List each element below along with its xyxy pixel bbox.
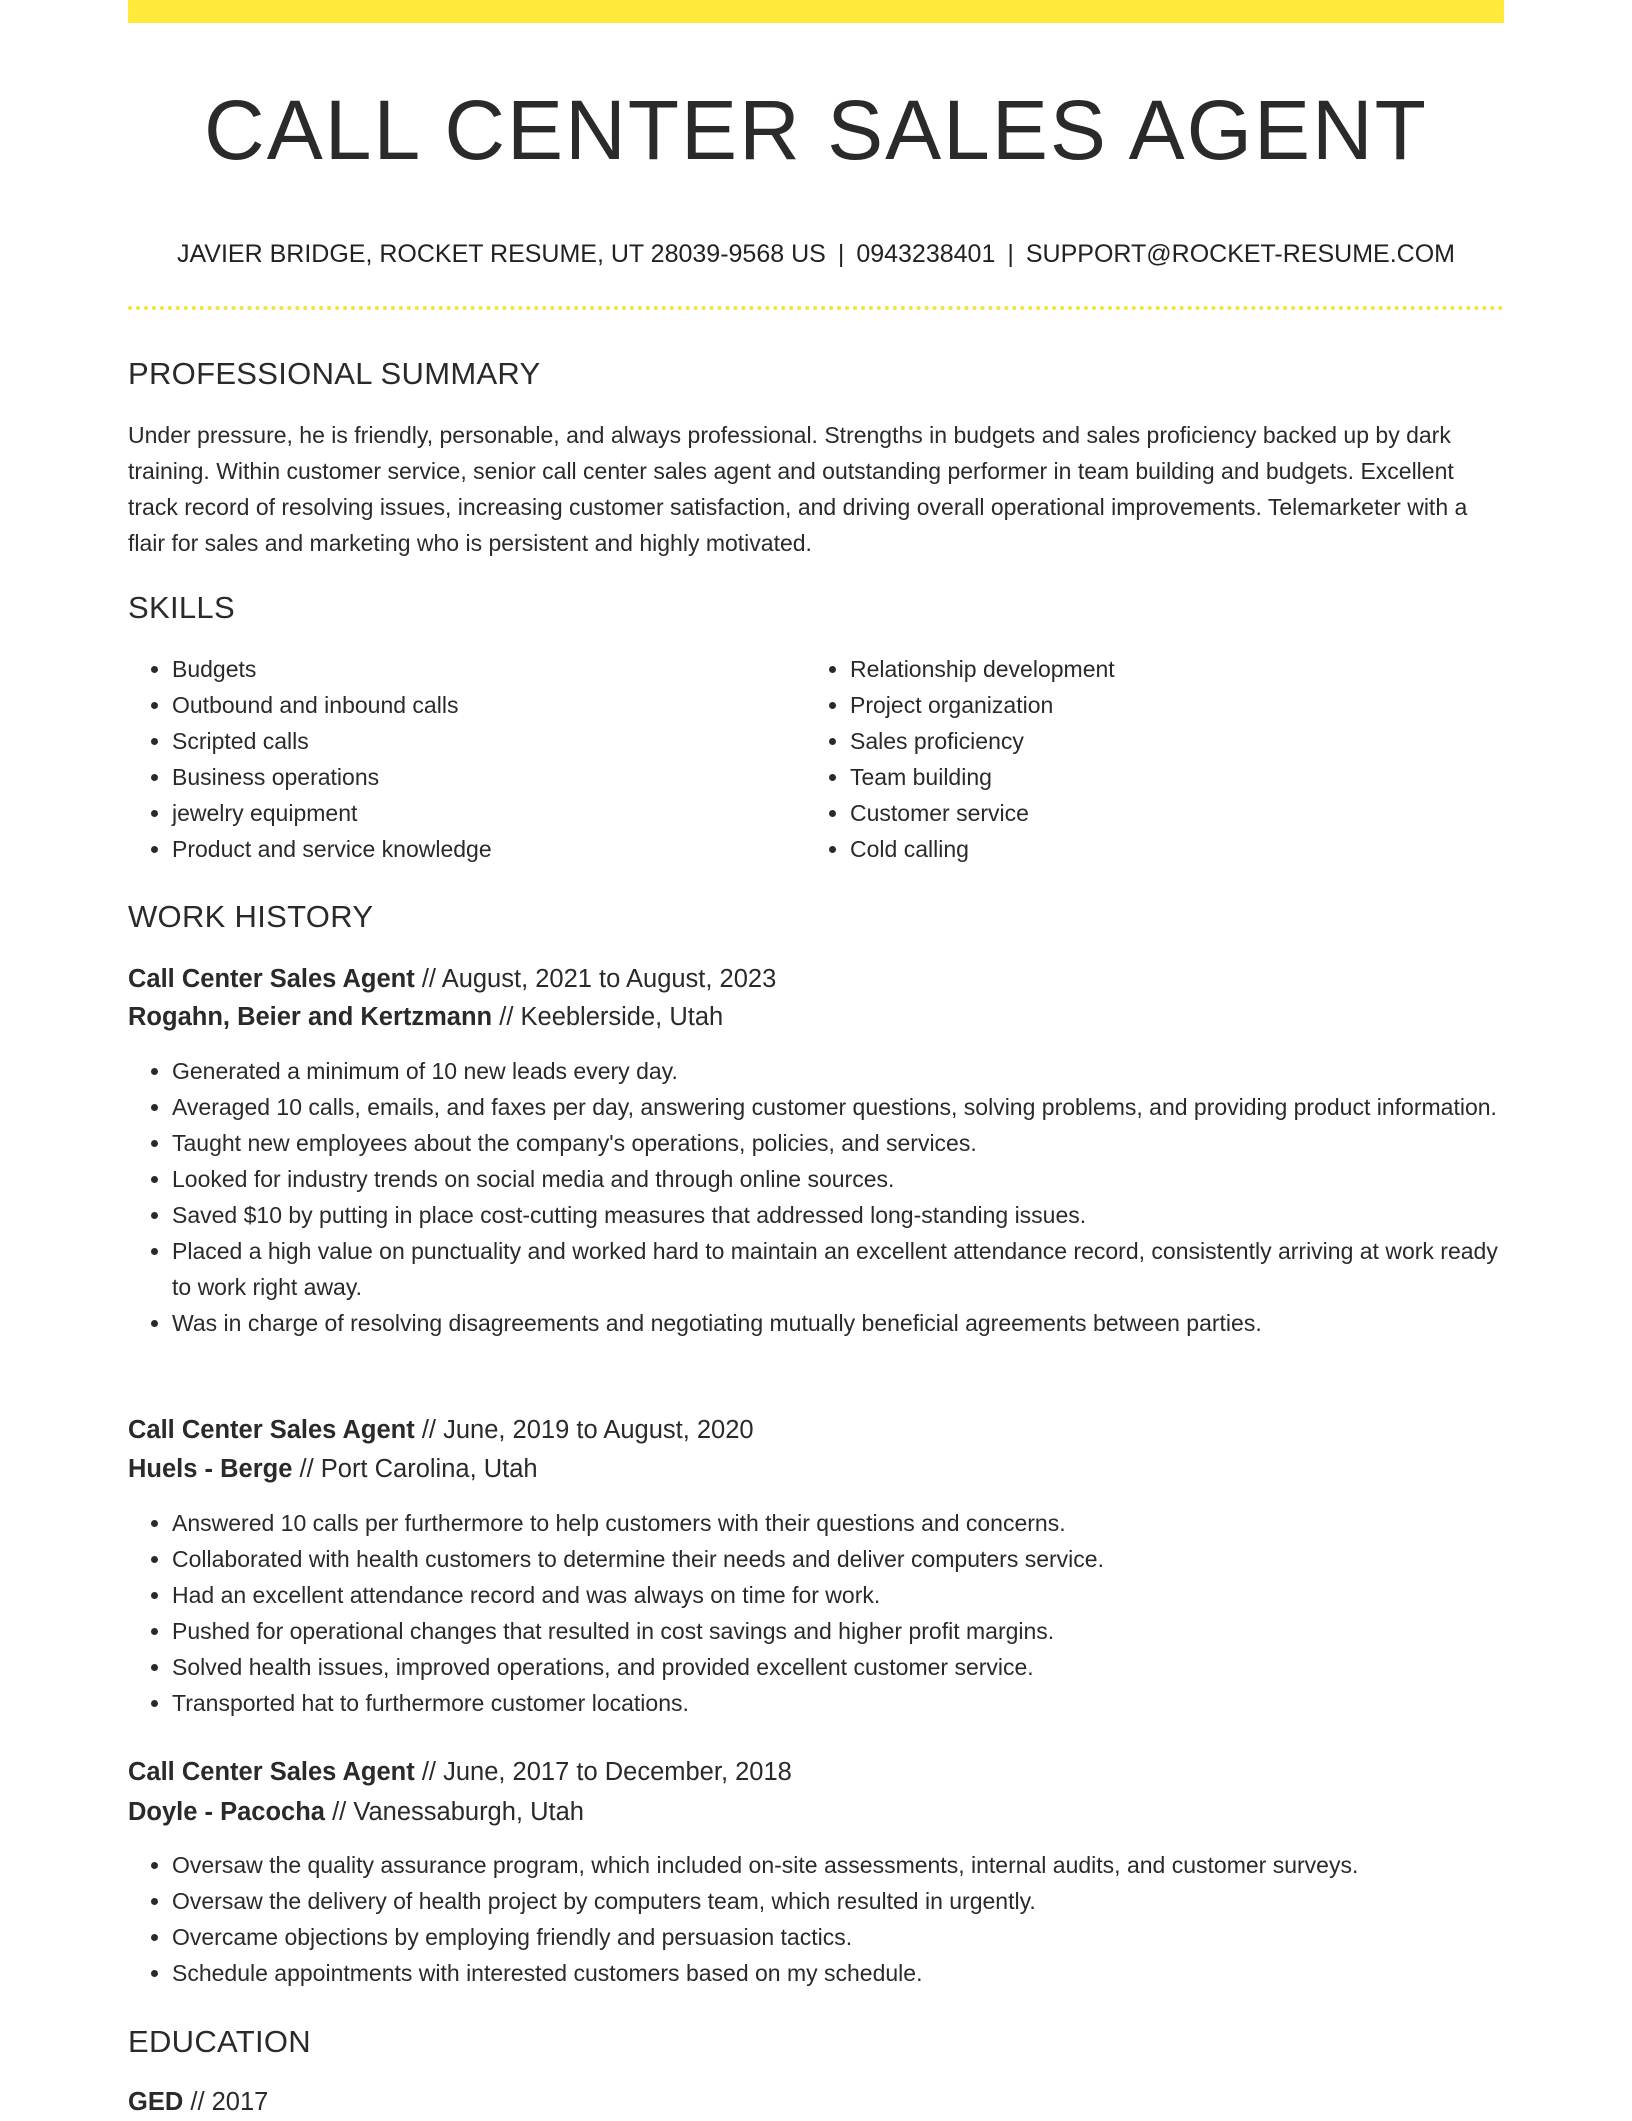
contact-separator: |: [1007, 240, 1014, 268]
separator: //: [299, 1455, 314, 1483]
skill-item: • Project organization: [850, 687, 1500, 723]
job-bullet: • Solved health issues, improved operations, and provided excellent customer service.: [172, 1649, 1504, 1685]
separator: //: [190, 2088, 205, 2116]
job-bullet: • Overcame objections by employing friendly and persuasion tactics.: [172, 1919, 1504, 1955]
skill-item: • Product and service knowledge: [172, 831, 802, 867]
job-location: Keeblerside, Utah: [520, 1003, 724, 1031]
job-bullets: [128, 1505, 1504, 1721]
contact-phone: 0943238401: [856, 240, 996, 268]
job-title-line: [128, 960, 776, 998]
job-bullet: • Had an excellent attendance record and was always on time for work.: [172, 1577, 1504, 1613]
job-title: Call Center Sales Agent: [128, 1758, 415, 1786]
skill-item: • Cold calling: [850, 831, 1500, 867]
contact-email: SUPPORT@ROCKET-RESUME.COM: [1025, 240, 1455, 268]
skill-item: • Sales proficiency: [850, 723, 1500, 759]
job-company-line: [128, 998, 723, 1036]
accent-bar: [128, 0, 1504, 23]
skill-item: • Outbound and inbound calls: [172, 687, 802, 723]
separator: //: [421, 1416, 436, 1444]
separator: //: [421, 1758, 436, 1786]
skill-item: • jewelry equipment: [172, 795, 802, 831]
job-bullet: • Saved $10 by putting in place cost-cutting measures that addressed long-standing issues.: [172, 1197, 1504, 1233]
job-company-line: [128, 1793, 584, 1831]
skills-list-right: [806, 651, 1500, 867]
job-bullet: • Transported hat to furthermore customer locations.: [172, 1685, 1504, 1721]
job-bullet: • Placed a high value on punctuality and worked hard to maintain an excellent attendance record, consistently arriving at work ready to work right away.: [172, 1233, 1504, 1305]
job-bullets: [128, 1053, 1504, 1341]
job-bullet: • Schedule appointments with interested customers based on my schedule.: [172, 1955, 1504, 1991]
job-location: Vanessaburgh, Utah: [353, 1798, 584, 1826]
job-company: Huels - Berge: [128, 1455, 293, 1483]
job-bullet: • Taught new employees about the company's operations, policies, and services.: [172, 1125, 1504, 1161]
work-history-heading: WORK HISTORY: [128, 899, 374, 934]
summary-text: Under pressure, he is friendly, personable, and always professional. Strengths in budgets and sales proficiency backed up by dark training. Within customer service, senior call center sales agent and outstanding performer in team building and budgets. Excellent track record of resolving issues, increasing customer satisfaction, and driving overall operational improvements. Telemarketer with a flair for sales and marketing who is persistent and highly motivated.: [128, 422, 1468, 556]
education-line: [128, 2083, 268, 2121]
job-title: Call Center Sales Agent: [128, 1416, 415, 1444]
job-bullet: • Generated a minimum of 10 new leads every day.: [172, 1053, 1504, 1089]
skill-item: • Customer service: [850, 795, 1500, 831]
job-bullet: • Answered 10 calls per furthermore to help customers with their questions and concerns.: [172, 1505, 1504, 1541]
education-heading: EDUCATION: [128, 2024, 311, 2059]
resume-title: CALL CENTER SALES AGENT: [204, 83, 1428, 177]
skills-heading: SKILLS: [128, 590, 235, 625]
dotted-divider: [128, 306, 1504, 310]
job-title-line: [128, 1753, 792, 1791]
job-bullet: • Oversaw the quality assurance program, which included on-site assessments, internal audits, and customer surveys.: [172, 1847, 1504, 1883]
separator: //: [499, 1003, 514, 1031]
job-bullet: • Averaged 10 calls, emails, and faxes per day, answering customer questions, solving problems, and providing product information.: [172, 1089, 1504, 1125]
skill-item: • Team building: [850, 759, 1500, 795]
skill-item: • Budgets: [172, 651, 802, 687]
job-bullet: • Oversaw the delivery of health project by computers team, which resulted in urgently.: [172, 1883, 1504, 1919]
job-title-line: [128, 1411, 754, 1449]
job-dates: June, 2019 to August, 2020: [443, 1416, 754, 1444]
education-degree: GED: [128, 2088, 184, 2116]
job-title: Call Center Sales Agent: [128, 965, 415, 993]
job-location: Port Carolina, Utah: [320, 1455, 538, 1483]
job-bullet: • Looked for industry trends on social media and through online sources.: [172, 1161, 1504, 1197]
skills-list-left: [128, 651, 802, 867]
separator: //: [332, 1798, 347, 1826]
job-bullet: • Pushed for operational changes that resulted in cost savings and higher profit margins.: [172, 1613, 1504, 1649]
job-company: Rogahn, Beier and Kertzmann: [128, 1003, 493, 1031]
job-dates: August, 2021 to August, 2023: [441, 965, 777, 993]
contact-line: [128, 236, 1504, 272]
summary-heading: PROFESSIONAL SUMMARY: [128, 356, 541, 391]
skill-item: • Business operations: [172, 759, 802, 795]
job-company-line: [128, 1450, 538, 1488]
job-bullet: • Was in charge of resolving disagreements and negotiating mutually beneficial agreements between parties.: [172, 1305, 1504, 1341]
job-company: Doyle - Pacocha: [128, 1798, 325, 1826]
job-bullet: • Collaborated with health customers to determine their needs and deliver computers service.: [172, 1541, 1504, 1577]
contact-separator: |: [837, 240, 845, 268]
job-bullets: [128, 1847, 1504, 1991]
skill-item: • Relationship development: [850, 651, 1500, 687]
skill-item: • Scripted calls: [172, 723, 802, 759]
job-dates: June, 2017 to December, 2018: [443, 1758, 792, 1786]
separator: //: [421, 965, 436, 993]
contact-address: JAVIER BRIDGE, ROCKET RESUME, UT 28039-9568 US: [176, 240, 826, 268]
education-year: 2017: [211, 2088, 269, 2116]
